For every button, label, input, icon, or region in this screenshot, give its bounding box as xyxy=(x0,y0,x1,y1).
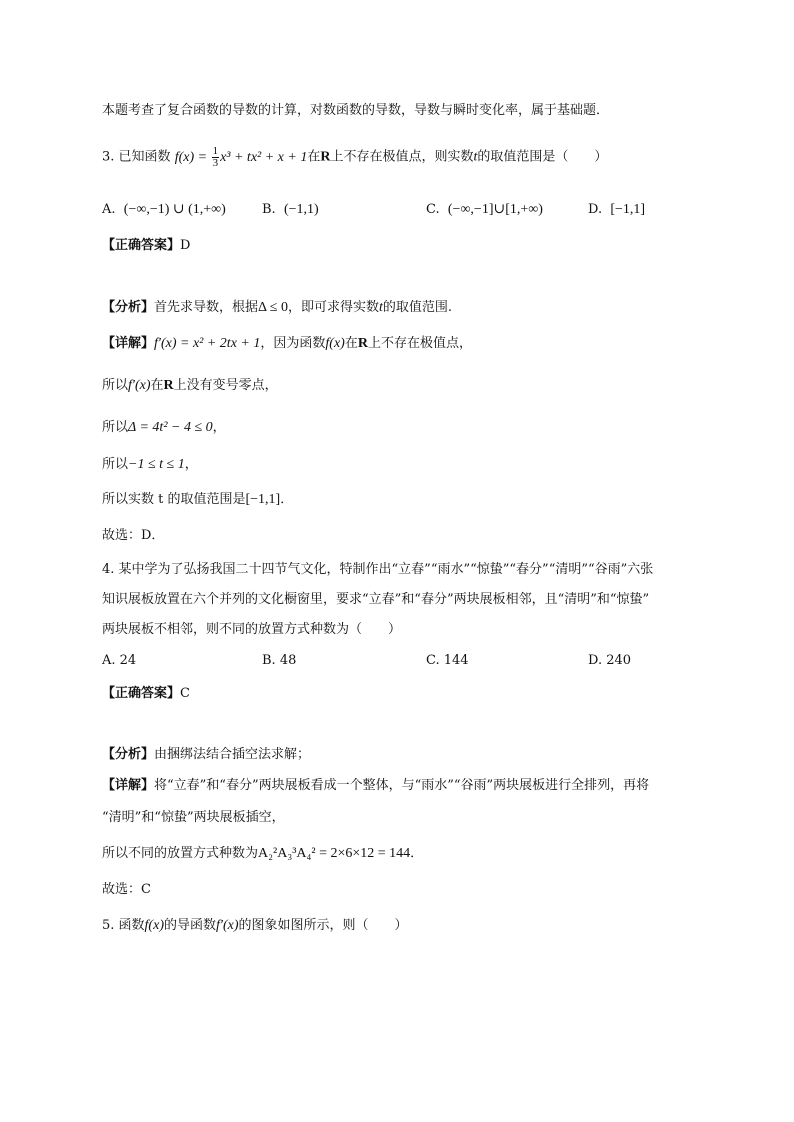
q4-answer: 【正确答案】C xyxy=(102,686,190,701)
q4-option-d: D. 240 xyxy=(588,653,632,668)
q3-detail-line2: 所以f′(x)在R上没有变号零点， xyxy=(102,378,278,393)
q4-option-b: B. 48 xyxy=(262,653,297,668)
q3-analysis: 【分析】首先求导数，根据Δ ≤ 0，即可求得实数t的取值范围. xyxy=(102,300,452,315)
q4-detail-line3: 所以不同的放置方式种数为A₂²A₃³A₄² = 2×6×12 = 144． xyxy=(102,846,424,861)
q3-stem: 3. 已知函数 f(x) = $\frac{1}{3}$ x³ + tx² + x + 1在R上不存在极值点，则实数t的取值范围是（ ） xyxy=(102,145,608,169)
q4-detail-line2: “清明”和“惊蛰”两块展板插空， xyxy=(102,810,285,825)
q3-answer: 【正确答案】D xyxy=(102,238,191,253)
q3-option-b: B. (−1,1) xyxy=(262,202,319,217)
q5-stem: 5. 函数f(x)的导函数f′(x)的图象如图所示，则（ ） xyxy=(102,918,408,933)
q3-function: f(x) = $\frac{1}{3}$ x³ + tx² + x + 1 xyxy=(174,145,308,169)
q3-detail-line5: 所以实数 t 的取值范围是[−1,1]． xyxy=(102,492,294,507)
q3-option-d: D. [−1,1] xyxy=(588,202,646,217)
q4-option-a: A. 24 xyxy=(102,653,137,668)
q3-detail-line3: 所以Δ = 4t² − 4 ≤ 0， xyxy=(102,420,226,435)
q4-stem-line2: 知识展板放置在六个并列的文化橱窗里，要求“立春”和“春分”两块展板相邻，且“清明”和“惊蛰” xyxy=(102,592,650,607)
q3-detail-line4: 所以−1 ≤ t ≤ 1， xyxy=(102,457,198,472)
q4-detail: 【详解】将“立春”和“春分”两块展板看成一个整体，与“雨水”“谷雨”两块展板进行全排列，再将 xyxy=(102,778,650,793)
q4-stem-line1: 4. 某中学为了弘扬我国二十四节气文化，特制作出“立春”“雨水”“惊蛰”“春分”“清明”“谷雨”六张 xyxy=(102,562,654,577)
intro-text: 本题考查了复合函数的导数的计算，对数函数的导数，导数与瞬时变化率，属于基础题． xyxy=(102,103,610,118)
q3-option-a: A. (−∞,−1) ∪ (1,+∞) xyxy=(102,202,226,217)
q4-analysis: 【分析】由捆绑法结合插空法求解； xyxy=(102,747,311,762)
q3-fraction: $\frac{1}{3}$ xyxy=(212,145,219,169)
q3-option-c: C. (−∞,−1]∪[1,+∞) xyxy=(426,202,543,217)
q3-number: 3. xyxy=(102,149,115,165)
q4-choose: 故选：C xyxy=(102,882,151,897)
q4-option-c: C. 144 xyxy=(426,653,469,668)
q3-choose: 故选：D． xyxy=(102,528,165,543)
q3-detail: 【详解】f′(x) = x² + 2tx + 1，因为函数f(x)在R上不存在极值点， xyxy=(102,336,472,351)
q4-stem-line3: 两块展板不相邻，则不同的放置方式种数为（ ） xyxy=(102,622,402,637)
